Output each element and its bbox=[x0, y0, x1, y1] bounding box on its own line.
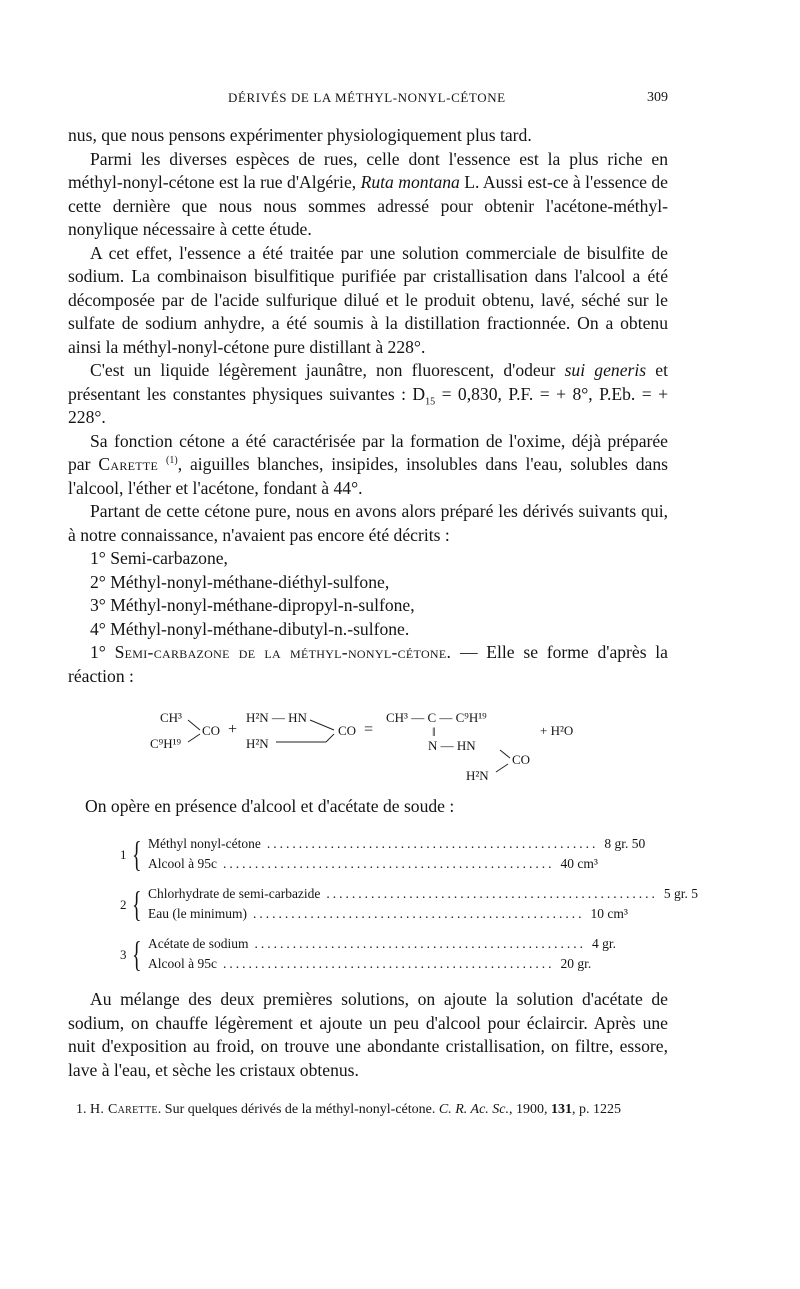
bond-line bbox=[500, 750, 510, 758]
page-number: 309 bbox=[647, 90, 668, 105]
group-number: 1 bbox=[120, 847, 127, 862]
section-heading: 1° Semi-carbazone de la méthyl-nonyl-cétone. — Elle se forme d'après la réaction : bbox=[68, 642, 668, 686]
bond-line bbox=[188, 734, 200, 742]
recipe-group bbox=[120, 834, 646, 876]
paragraph-6: Partant de cette cétone pure, nous en avons alors préparé les dérivés suivants qui, à notre connaissance, n'avaient pas encore été décrits : bbox=[68, 501, 668, 545]
page-header bbox=[68, 88, 668, 110]
reaction-bonds bbox=[150, 708, 600, 788]
bond-line bbox=[326, 734, 334, 742]
brace: { bbox=[132, 884, 142, 924]
list-item: 4° Méthyl-nonyl-méthane-dibutyl-n.-sulfone. bbox=[90, 618, 410, 639]
closing-paragraph: Au mélange des deux premières solutions, on ajoute la solution d'acétate de sodium, on chauffe légèrement et ajoute un peu d'alcool pour éclaircir. Après une nuit d'exposition au froid, on trouve une abondante cristallisation, on filtre, essore, lave à l'eau, et sèche les cristaux obtenus. bbox=[68, 989, 668, 1080]
volume-number: 131 bbox=[551, 1102, 572, 1117]
rx-plus-water: + H²O bbox=[540, 723, 574, 738]
reaction-scheme bbox=[150, 708, 600, 788]
list-item: 3° Méthyl-nonyl-méthane-dipropyl-n-sulfone, bbox=[90, 595, 415, 615]
paragraph-3: A cet effet, l'essence a été traitée par une solution commerciale de bisulfite de sodium. La combinaison bisulfitique purifiée par cristallisation dans l'alcool a été décomposée par de l'acide sulfurique dilué et le produit obtenu, lavé, séché sur le sulfate de sodium anhydre, a été soumis à la distillation fractionnée. On a obtenu ainsi la méthyl-nonyl-cétone pure distillant à 228°. bbox=[68, 242, 668, 357]
brace: { bbox=[132, 934, 142, 974]
paragraph-1: nus, que nous pensons expérimenter physiologiquement plus tard. bbox=[68, 125, 532, 145]
recipe-row: Chlorhydrate de semi-carbazide .................................................... 5 gr. 5 bbox=[148, 886, 699, 901]
rx-co-mid: CO bbox=[338, 723, 357, 738]
rx-double-bond: ‖ bbox=[432, 724, 436, 739]
species-name: Ruta montana bbox=[360, 172, 460, 192]
recipe-row: Méthyl nonyl-cétone .................................................... 8 gr. 50 bbox=[148, 836, 646, 851]
rx-n-hn: N — HN bbox=[428, 738, 476, 753]
rx-equals: = bbox=[364, 721, 374, 738]
group-number: 2 bbox=[120, 897, 127, 912]
rx-c9h19: C⁹H¹⁹ bbox=[150, 736, 182, 751]
paragraph-5: Sa fonction cétone a été caractérisée par la formation de l'oxime, déjà préparée par Carette $^{(1)}$, aiguilles blanches, insipides, insolubles dans l'eau, solubles dans l'alcool, l'éther et l'acétone, fondant à 44°. bbox=[68, 430, 668, 498]
rx-h2n-hn: H²N — HN bbox=[246, 710, 307, 725]
list-item: 1° Semi-carbazone, bbox=[90, 548, 228, 568]
group-number: 3 bbox=[120, 947, 127, 962]
rx-ch3-c-c9h19: CH³ — C — C⁹H¹⁹ bbox=[386, 710, 487, 725]
running-title: DÉRIVÉS DE LA MÉTHYL-NONYL-CÉTONE bbox=[228, 90, 506, 105]
brace: { bbox=[132, 834, 142, 874]
recipe-group bbox=[120, 934, 616, 976]
section-title: Semi-carbazone de la méthyl-nonyl-cétone. bbox=[114, 642, 452, 662]
list-item: 2° Méthyl-nonyl-méthane-diéthyl-sulfone, bbox=[90, 571, 390, 592]
recipe-row: Eau (le minimum) .................................................... 10 cm³ bbox=[148, 906, 628, 921]
bond-line bbox=[496, 764, 508, 772]
rx-h2n-bottom: H²N bbox=[246, 736, 269, 751]
rx-co-right: CO bbox=[512, 752, 531, 767]
conditions-line: On opère en présence d'alcool et d'acétate de soude : bbox=[85, 796, 455, 816]
rx-co-left: CO bbox=[202, 723, 221, 738]
footnote-author: H. Carette bbox=[90, 1102, 158, 1117]
bond-line bbox=[310, 720, 334, 730]
sui-generis: sui generis bbox=[564, 360, 647, 380]
journal-name: C. R. Ac. Sc. bbox=[438, 1102, 509, 1117]
paragraph-4: C'est un liquide légèrement jaunâtre, non fluorescent, d'odeur sui generis et présentant les constantes physiques suivantes : $D_{15} = 0,830$, P.F. = + 8°, P.Eb. = + 228°. bbox=[68, 360, 668, 427]
recipe-group bbox=[120, 884, 699, 926]
paragraph-2: Parmi les diverses espèces de rues, celle dont l'essence est la plus riche en méthyl-nonyl-cétone est la rue d'Algérie, Ruta montana L. Aussi est-ce à l'essence de cette dernière que nous nous sommes adressé pour obtenir l'acétone-méthyl-nonylique nécessaire à cette étude. bbox=[68, 148, 668, 239]
bond-line bbox=[188, 720, 200, 730]
recipe-row: Acétate de sodium .................................................... 4 gr. bbox=[148, 936, 616, 951]
recipe-row: Alcool à 95c .................................................... 40 cm³ bbox=[148, 856, 598, 871]
rx-plus: + bbox=[228, 721, 238, 738]
author-carette: Carette bbox=[98, 454, 159, 474]
recipe-row: Alcool à 95c .................................................... 20 gr. bbox=[148, 956, 592, 971]
rx-h2n-right: H²N bbox=[466, 768, 489, 783]
body-text bbox=[68, 124, 668, 688]
rx-ch3: CH³ bbox=[160, 710, 182, 725]
recipe-table bbox=[120, 834, 699, 986]
footnote: 1. H. Carette. Sur quelques dérivés de la méthyl-nonyl-cétone. C. R. Ac. Sc., 1900, 131, p. 1225 bbox=[76, 1102, 621, 1117]
footnote-ref: (1) bbox=[166, 455, 178, 467]
